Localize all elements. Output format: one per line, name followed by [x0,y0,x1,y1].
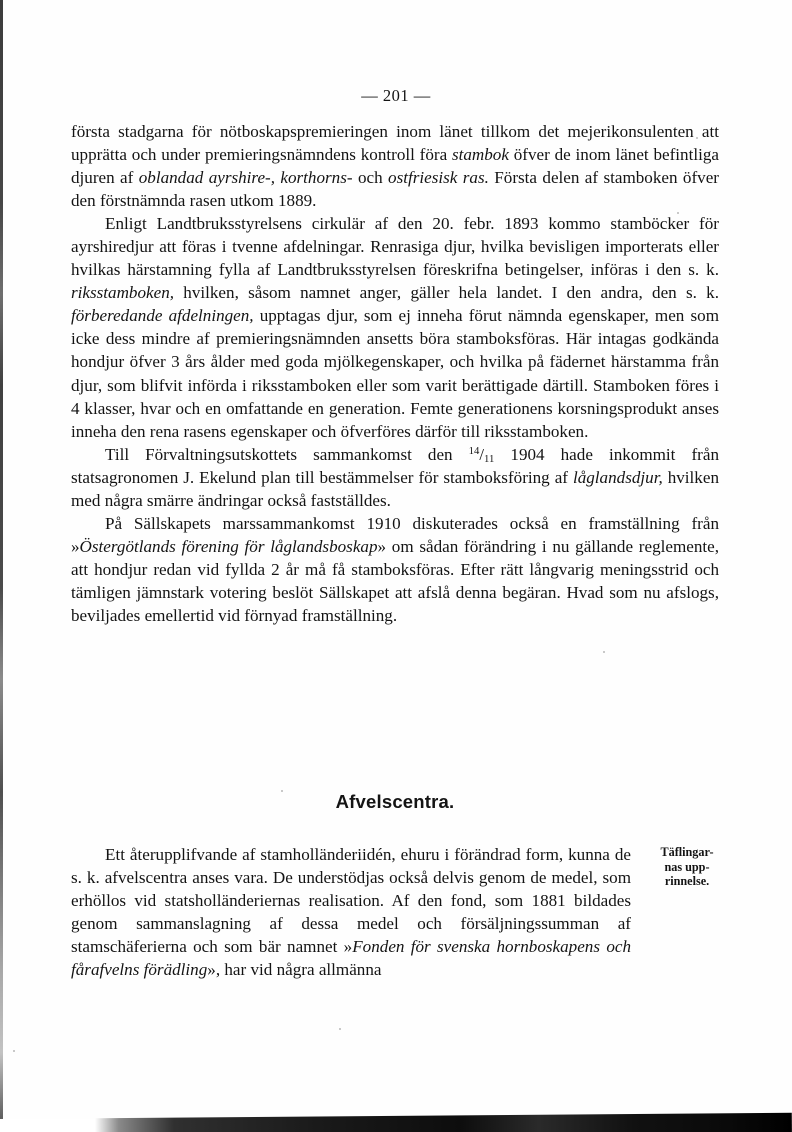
page-number: — 201 — [361,86,431,105]
italic-term: oblandad ayrshire-, korthorns- [138,168,353,188]
date-fraction: $^{14}/_{11}$ [468,444,495,465]
margin-note-line: Täflingar- [660,845,714,859]
paragraph: Ett återupplifvande af stamholländeriidén, ehuru i förändrad form, kunna de s. k. afvelscentra anses vara. De understödjas också delvis genom de medel, som erhöllos vid statsholländeriernas realisation. Af den fond, som 1881 bildades genom sammanslagning af dessa medel och försäljningssumman af stamschäferierna och som bär namnet »Fonden för svenska hornboskapens och fårafvelns förädling», har vid några allmänna [71,845,631,980]
margin-note [646,845,728,889]
paragraph: På Sällskapets marssammankomst 1910 diskuterades också en framställning från »Östergötlands förening för låglandsboskap» om sådan förändring i nu gällande reglemente, att hondjur redan vid fyllda 2 år må få stamboksföras. Efter rätt långvarig meningsstrid och tämligen jämnstark votering beslöt Sällskapet att afslå denna begäran. Hvad som nu afslogs, beviljades emellertid vid förnyad framställning. [71,513,719,625]
italic-term: förberedande afdelningen, [71,306,254,326]
scan-speck [13,1050,15,1052]
section-heading: Afvelscentra. [335,791,455,812]
italic-term: ostfriesisk ras. [388,168,489,188]
main-text-block [71,120,719,627]
last-paragraph-block [71,843,631,981]
italic-term: stambok [451,145,509,165]
italic-term: Fonden för svenska hornboskapens och fårafvelns förädling [71,937,631,980]
scan-edge-left [0,0,3,1132]
margin-note-line: rinnelse. [664,874,710,889]
section-heading-wrap [71,791,719,813]
italic-term: Östergötlands förening för låglandsboskap [79,536,378,556]
margin-note-line: nas upp- [664,859,710,874]
paragraph: Enligt Landtbruksstyrelsens cirkulär af den 20. febr. 1893 kommo stamböcker för ayrshiredjur att föras i tvenne afdelningar. Renrasiga djur, hvilka bevisligen importerats eller hvilkas härstamning fylla af Landtbruksstyrelsen föreskrifna betingelser, införas i den s. k. riksstamboken, hvilken, såsom namnet anger, gäller hela landet. I den andra, den s. k. förberedande afdelningen, upptagas djur, som ej inneha förut nämnda egenskaper, men som icke dess mindre af premieringsnämnden ansetts böra stamboksföras. Här intagas godkända hondjur öfver 3 års ålder med goda mjölkegenskaper, och hvilka på fädernet härstamma från djur, som blifvit införda i riksstamboken eller som varit berättigade därtill. Stamboken föres i 4 klasser, hvar och en omfattande en generation. Femte generationens korsningsprodukt anses inneha den rena rasens egenskaper och öfverföres därför till riksstamboken. [71,214,719,441]
paragraph: första stadgarna för nötboskapspremieringen inom länet tillkom det mejerikonsulenten att upprätta och under premieringsnämndens kontroll föra stambok öfver de inom länet befintliga djuren af oblandad ayrshire-, korthorns- och ostfriesisk ras. Första delen af stamboken öfver den förstnämnda rasen utkom 1889. [71,122,719,211]
italic-term: riksstamboken, [71,283,175,303]
italic-term: låglandsdjur, [572,467,663,487]
paragraph: Till Förvaltningsutskottets sammankomst den $^{14}/_{11}$ 1904 hade inkommit från statsagronomen J. Ekelund plan till bestämmelser för stamboksföring af låglandsdjur, hvilken med några smärre ändringar också fastställdes. [71,444,719,510]
scan-speck [603,651,605,653]
scan-edge-bottom [0,1113,792,1132]
scan-speck [339,1028,341,1030]
